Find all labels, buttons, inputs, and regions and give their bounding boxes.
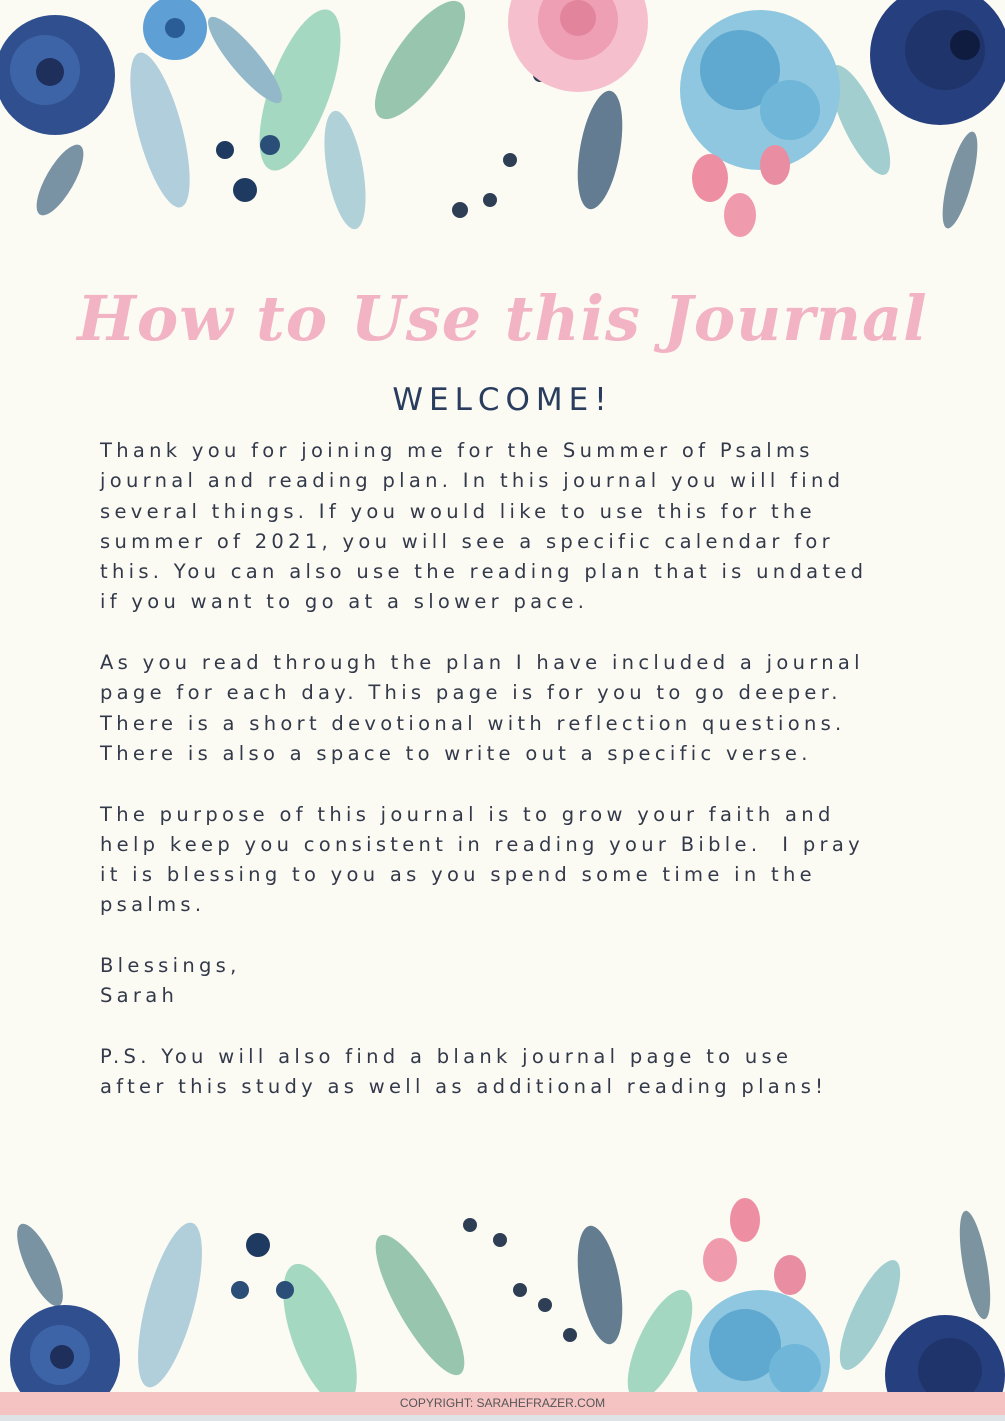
paragraph-signoff xyxy=(100,951,920,1012)
text-line: if you want to go at a slower pace. xyxy=(100,590,589,614)
paragraph-intro xyxy=(100,436,920,618)
text-line: There is also a space to write out a specific verse. xyxy=(100,741,812,765)
paragraph-postscript xyxy=(100,1042,920,1103)
copyright-footer: COPYRIGHT: SARAHEFRAZER.COM xyxy=(0,1392,1005,1415)
text-line: There is a short devotional with reflection questions. xyxy=(100,711,846,735)
floral-border-bottom xyxy=(0,1195,1005,1395)
text-line: page for each day. This page is for you to go deeper. xyxy=(100,681,842,705)
paragraph-purpose xyxy=(100,800,920,921)
text-line: help keep you consistent in reading your Bible. I pray xyxy=(100,832,864,856)
text-line: journal and reading plan. In this journal you will find xyxy=(100,469,845,493)
paragraph-plan xyxy=(100,648,920,769)
text-line: this. You can also use the reading plan that is undated xyxy=(100,560,868,584)
page-title: How to Use this Journal xyxy=(77,282,928,355)
text-line: after this study as well as additional reading plans! xyxy=(100,1075,828,1099)
body-text xyxy=(100,436,920,1133)
welcome-heading: WELCOME! xyxy=(392,382,613,418)
text-line: Blessings, xyxy=(100,954,241,978)
text-line: it is blessing to you as you spend some time in the xyxy=(100,863,816,887)
text-line: Thank you for joining me for the Summer of Psalms xyxy=(100,439,814,462)
bottom-strip xyxy=(0,1415,1005,1421)
text-line: summer of 2021, you will see a specific calendar for xyxy=(100,529,834,553)
text-line: several things. If you would like to use this for the xyxy=(100,499,816,523)
text-line: P.S. You will also find a blank journal page to use xyxy=(100,1044,793,1068)
text-line: The purpose of this journal is to grow your faith and xyxy=(100,802,835,826)
floral-border-top xyxy=(0,0,1005,250)
text-line: As you read through the plan I have included a journal xyxy=(100,651,864,675)
text-line: psalms. xyxy=(100,893,206,917)
text-line: Sarah xyxy=(100,984,179,1008)
